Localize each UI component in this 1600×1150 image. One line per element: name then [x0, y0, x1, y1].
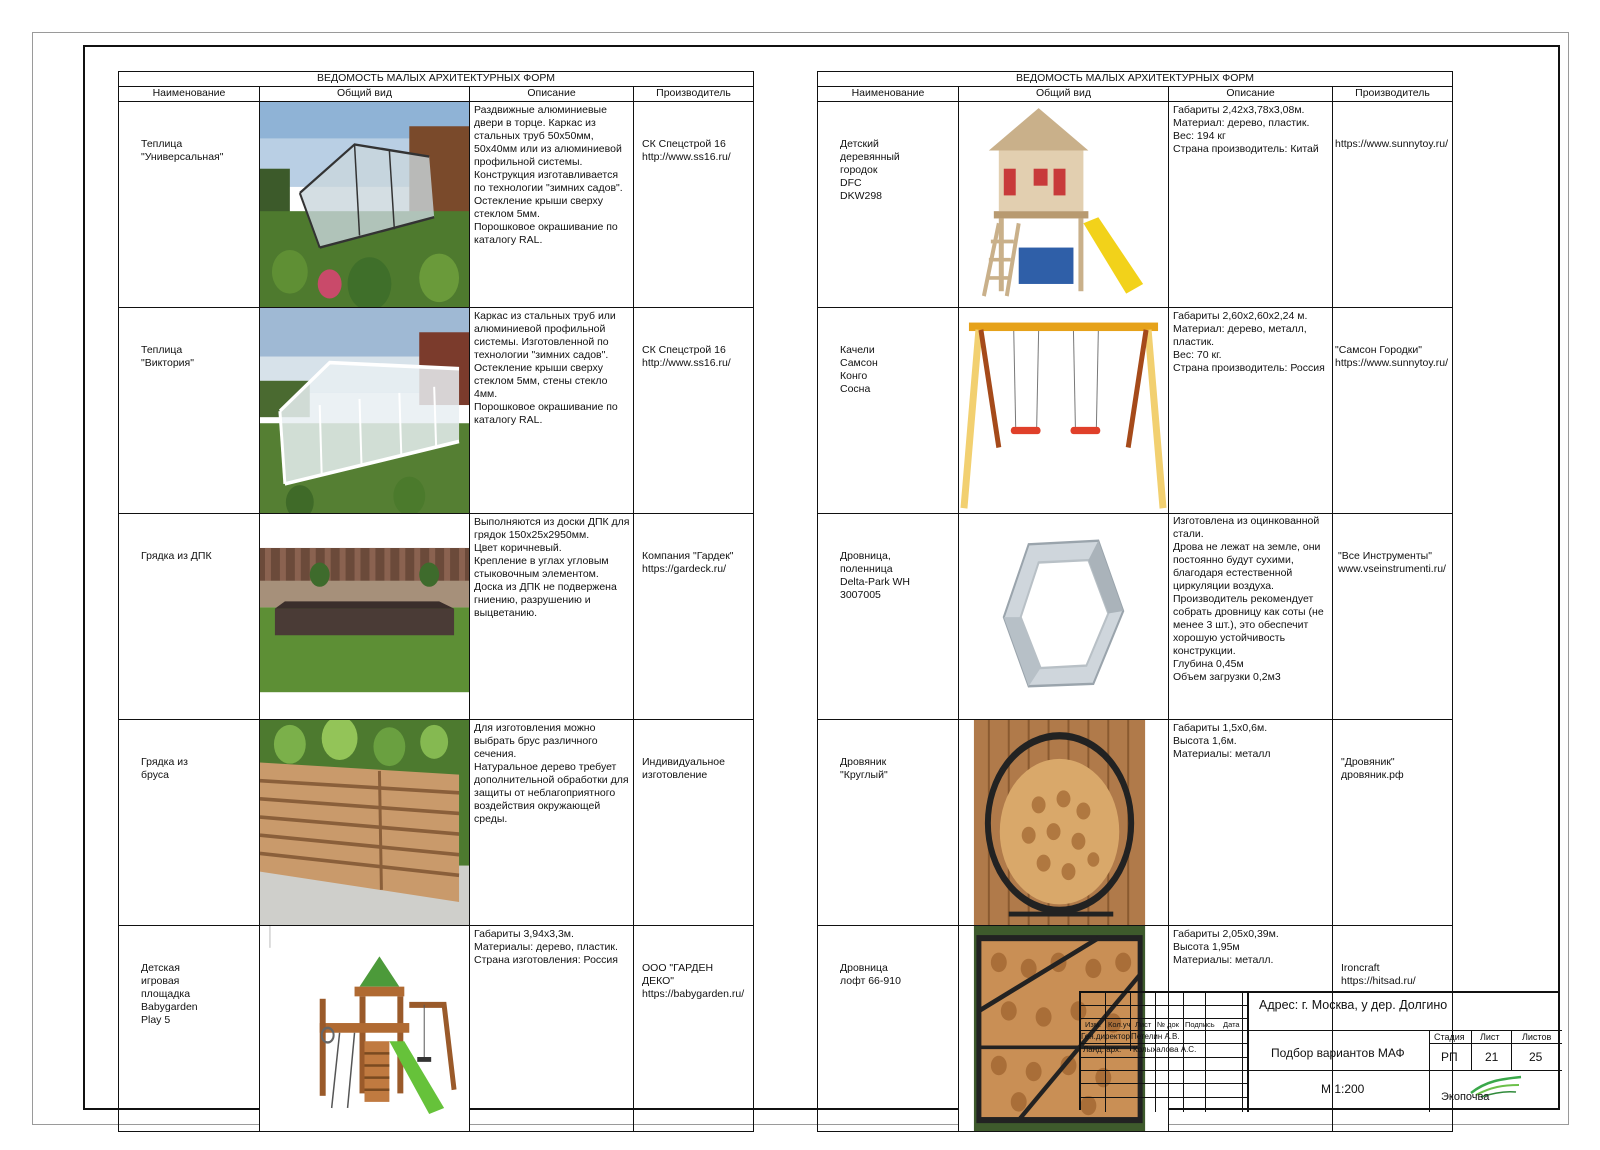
kids-playground-photo [260, 926, 469, 1131]
table-row [119, 514, 754, 720]
right-schedule-table [817, 71, 1453, 1132]
round-log-holder-photo [959, 720, 1168, 925]
item-view-cell [260, 926, 470, 1132]
stamp-person: Петелин А.В. [1131, 1032, 1180, 1041]
stamp-role: Ген.директор [1081, 1032, 1130, 1041]
column-header-name: Наименование [818, 87, 959, 102]
item-name: Грядка из ДПК [119, 514, 260, 720]
column-header-description: Описание [470, 87, 634, 102]
stage-header: Стадия [1434, 1032, 1465, 1042]
item-manufacturer: "Самсон Городки" https://www.sunnytoy.ru/ [1333, 308, 1453, 514]
stamp-col-doc: № док [1157, 1020, 1179, 1029]
wpc-garden-bed-photo [260, 514, 469, 719]
sheet-number: 21 [1485, 1050, 1499, 1064]
greenhouse-universal-photo [260, 102, 469, 307]
item-name: Грядка из бруса [119, 720, 260, 926]
table-title: ВЕДОМОСТЬ МАЛЫХ АРХИТЕКТУРНЫХ ФОРМ [818, 72, 1453, 87]
item-view-cell [959, 308, 1169, 514]
item-name: Качели Самсон Конго Сосна [818, 308, 959, 514]
stamp-col-change: Изм. [1085, 1020, 1102, 1029]
stamp-person: Колыхалова А.С. [1133, 1045, 1197, 1054]
stamp-col-date: Дата [1223, 1020, 1240, 1029]
stamp-col-sheet: Лист [1135, 1020, 1152, 1029]
item-view-cell [260, 720, 470, 926]
item-description: Габариты 2,60х2,60х2,24 м. Материал: дерево, металл, пластик. Вес: 70 кг. Страна производитель: Россия [1169, 308, 1333, 514]
stamp-col-count: Кол.уч [1108, 1020, 1131, 1029]
item-manufacturer: СК Спецстрой 16 http://www.ss16.ru/ [634, 102, 754, 308]
item-manufacturer: СК Спецстрой 16 http://www.ss16.ru/ [634, 308, 754, 514]
item-view-cell [959, 102, 1169, 308]
item-description: Раздвижные алюминиевые двери в торце. Каркас из стальных труб 50х50мм, 50х40мм или из алюминиевой профильной системы. Конструкция изготавливается по технологии "зимних садов". Остекление крыши сверху стеклом 5мм. Порошковое окрашивание по каталогу RAL. [470, 102, 634, 308]
item-name: Детский деревянный городок DFC DKW298 [818, 102, 959, 308]
item-name: Теплица "Универсальная" [119, 102, 260, 308]
item-description: Изготовлена из оцинкованной стали. Дрова не лежат на земле, они постоянно будут сухими, благодаря естественной циркуляции воздуха. Производитель рекомендует собрать дровницу как соты (не менее 3 шт.), это обеспечит хорошую устойчивость конструкции. Глубина 0,45м Объем загрузки 0,2м3 [1169, 514, 1333, 720]
item-manufacturer: Ironcraft https://hitsad.ru/ [1333, 926, 1453, 1132]
column-header-view: Общий вид [260, 87, 470, 102]
item-view-cell [260, 308, 470, 514]
wooden-playhouse-photo [959, 102, 1168, 307]
table-row [119, 926, 754, 1132]
item-manufacturer: Индивидуальное изготовление [634, 720, 754, 926]
item-name: Дровяник "Круглый" [818, 720, 959, 926]
timber-garden-bed-photo [260, 720, 469, 925]
column-header-manufacturer: Производитель [634, 87, 754, 102]
greenhouse-victoria-photo [260, 308, 469, 513]
table-row [818, 720, 1453, 926]
item-name: Детская игровая площадка Babygarden Play 5 [119, 926, 260, 1132]
table-row [119, 720, 754, 926]
item-view-cell [959, 514, 1169, 720]
item-description: Габариты 3,94х3,3м. Материалы: дерево, пластик. Страна изготовления: Россия [470, 926, 634, 1132]
item-manufacturer: Компания "Гардек" https://gardeck.ru/ [634, 514, 754, 720]
column-header-view: Общий вид [959, 87, 1169, 102]
item-manufacturer: ООО "ГАРДЕН ДЕКО" https://babygarden.ru/ [634, 926, 754, 1132]
item-manufacturer: "Дровяник" дровяник.рф [1333, 720, 1453, 926]
item-description: Габариты 2,42х3,78х3,08м. Материал: дерево, пластик. Вес: 194 кг Страна производитель: Китай [1169, 102, 1333, 308]
hexagon-log-holder-photo [959, 514, 1168, 719]
column-header-name: Наименование [119, 87, 260, 102]
sheet-header: Лист [1480, 1032, 1500, 1042]
item-view-cell [959, 720, 1169, 926]
column-header-manufacturer: Производитель [1333, 87, 1453, 102]
table-title: ВЕДОМОСТЬ МАЛЫХ АРХИТЕКТУРНЫХ ФОРМ [119, 72, 754, 87]
item-description: Каркас из стальных труб или алюминиевой профильной системы. Изготовленной по технологии "зимних садов". Остекление крыши сверху стеклом 5мм, стены стекло 4мм. Порошковое окрашивание по каталогу RAL. [470, 308, 634, 514]
table-row [119, 308, 754, 514]
scale-label: М 1:200 [1321, 1082, 1365, 1096]
table-row [119, 102, 754, 308]
swing-set-photo [959, 308, 1168, 513]
item-manufacturer: https://www.sunnytoy.ru/ [1333, 102, 1453, 308]
project-address: Адрес: г. Москва, у дер. Долгино [1259, 998, 1448, 1012]
item-description: Выполняются из доски ДПК для грядок 150х25х2950мм. Цвет коричневый. Крепление в углах угловым стыковочным элементом. Доска из ДПК не подвержена гниению, разрушению и выцветанию. [470, 514, 634, 720]
item-name: Теплица "Виктория" [119, 308, 260, 514]
item-name: Дровница лофт 66-910 [818, 926, 959, 1132]
stage-value: РП [1441, 1050, 1458, 1064]
item-name: Дровница, поленница Delta-Park WH 3007005 [818, 514, 959, 720]
left-schedule-table [118, 71, 754, 1132]
column-header-description: Описание [1169, 87, 1333, 102]
item-view-cell [260, 102, 470, 308]
item-manufacturer: "Все Инструменты" www.vseinstrumenti.ru/ [1333, 514, 1453, 720]
sheets-header: Листов [1522, 1032, 1552, 1042]
company-logo [1441, 1073, 1531, 1109]
item-view-cell [260, 514, 470, 720]
table-row [818, 308, 1453, 514]
table-row [818, 514, 1453, 720]
title-block [1079, 991, 1560, 1110]
stamp-role: Ланд. арх. [1083, 1045, 1122, 1054]
sheet-title: Подбор вариантов МАФ [1271, 1046, 1405, 1060]
sheets-total: 25 [1529, 1050, 1543, 1064]
item-description: Для изготовления можно выбрать брус различного сечения. Натуральное дерево требует дополнительной обработки для защиты от неблагоприятного воздействия окружающей среды. [470, 720, 634, 926]
stamp-col-signature: Подпись [1185, 1020, 1215, 1029]
item-description: Габариты 2,05х0,39м. Высота 1,95м Материалы: металл. [1169, 926, 1333, 1132]
table-row [818, 102, 1453, 308]
item-description: Габариты 1,5х0,6м. Высота 1,6м. Материалы: металл [1169, 720, 1333, 926]
logo-text: Экопочва [1441, 1091, 1490, 1103]
